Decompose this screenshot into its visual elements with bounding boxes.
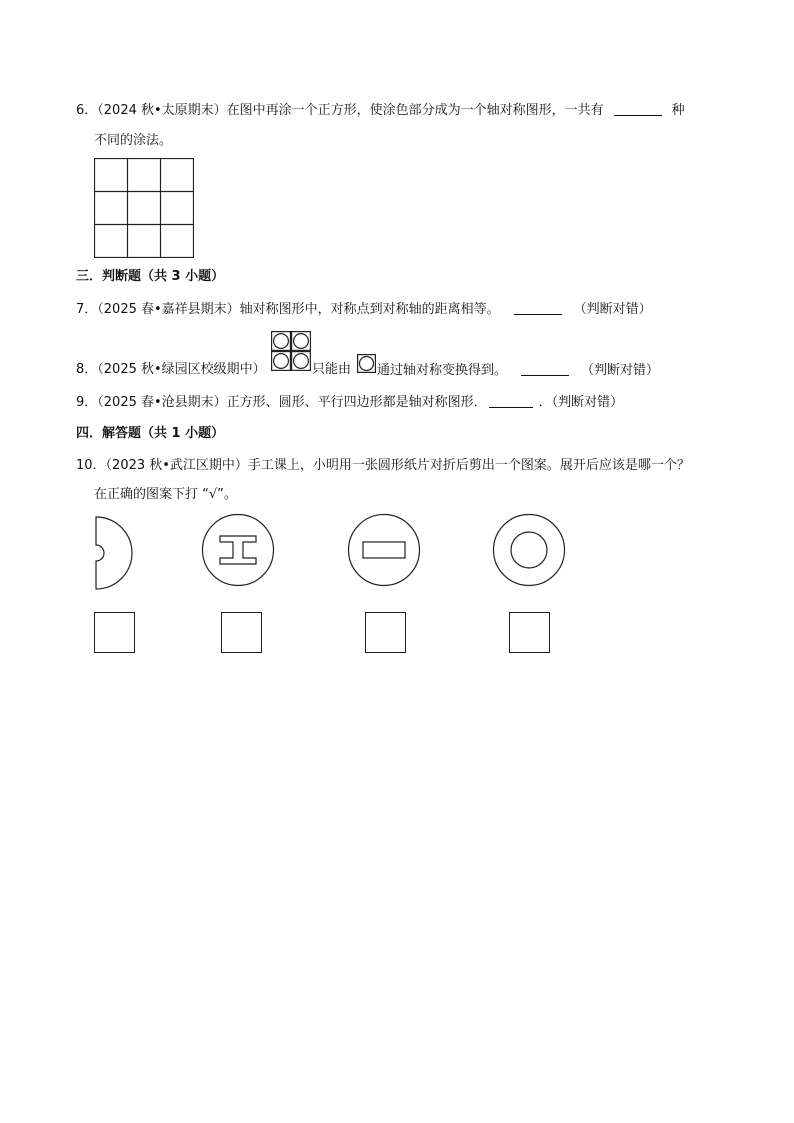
q6-text: 6．（2024 秋•太原期末）在图中再涂一个正方形，使涂色部分成为一个轴对称图形，一共有 xyxy=(76,103,604,118)
q8-tail xyxy=(377,361,659,380)
q7-line xyxy=(76,300,652,319)
q9-answer-blank[interactable] xyxy=(489,393,533,408)
section3-title: 三．判断题（共 3 小题） xyxy=(76,269,225,284)
four-circles-in-squares-icon xyxy=(271,331,311,371)
q10-line1: 10．（2023 秋•武江区期中）手工课上，小明用一张圆形纸片对折后剪出一个图案。展开后应该是哪一个？ xyxy=(76,458,690,473)
q9-line xyxy=(76,393,623,412)
single-circle-in-square-icon xyxy=(357,354,376,373)
q6-line2: 不同的涂法。 xyxy=(94,133,173,148)
nine-square-grid xyxy=(94,158,194,258)
q7-answer-blank[interactable] xyxy=(514,300,562,315)
q8-prefix: 8．（2025 秋•绿园区校级期中） xyxy=(76,362,266,377)
answer-box-4[interactable] xyxy=(509,612,550,653)
q8-mid: 只能由 xyxy=(312,362,352,377)
answer-box-1[interactable] xyxy=(94,612,135,653)
answer-box-3[interactable] xyxy=(365,612,406,653)
q6-answer-blank[interactable] xyxy=(614,101,662,116)
section4-title: 四．解答题（共 1 小题） xyxy=(76,426,225,441)
q9-suffix: ．（判断对错） xyxy=(538,395,624,410)
q6-line1 xyxy=(76,101,685,120)
q6-after-blank: 种 xyxy=(671,103,685,118)
circle-i-beam-cutout-icon xyxy=(201,513,275,587)
q8-answer-blank[interactable] xyxy=(521,361,569,376)
q7-text: 7．（2025 春•嘉祥县期末）轴对称图形中，对称点到对称轴的距离相等。 xyxy=(76,302,500,317)
q9-text: 9．（2025 春•沧县期末）正方形、圆形、平行四边形都是轴对称图形． xyxy=(76,395,487,410)
circle-rectangle-cutout-icon xyxy=(347,513,421,587)
q10-line2: 在正确的图案下打 “√”。 xyxy=(94,487,237,502)
q8-tail-text: 通过轴对称变换得到。 xyxy=(377,363,508,378)
folded-half-circle-cutout-icon xyxy=(94,516,136,590)
answer-box-2[interactable] xyxy=(221,612,262,653)
q8-suffix: （判断对错） xyxy=(581,363,660,378)
ring-icon xyxy=(492,513,566,587)
q7-suffix: （判断对错） xyxy=(573,302,652,317)
